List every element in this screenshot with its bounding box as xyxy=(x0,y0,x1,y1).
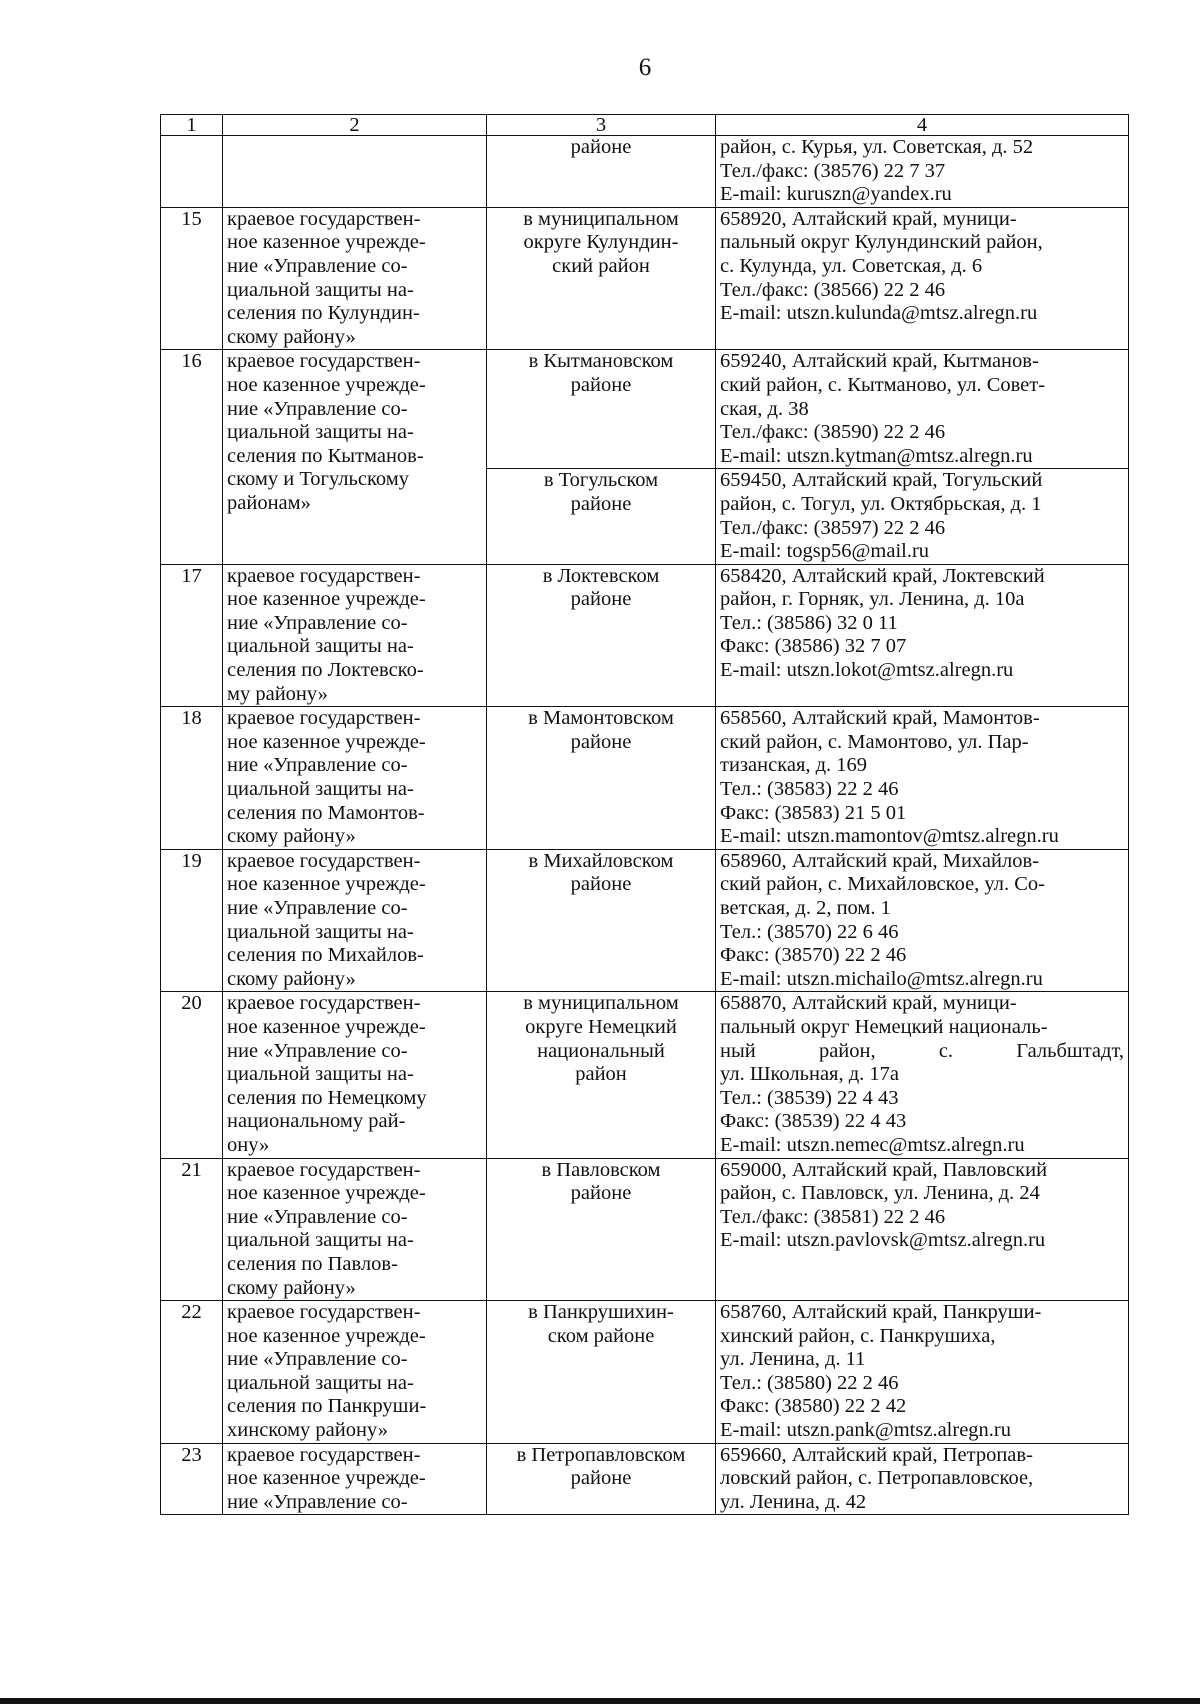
organization-name xyxy=(223,136,487,208)
text-line: циальной защиты на- xyxy=(227,778,414,801)
municipality xyxy=(487,350,716,469)
text-line: в муниципальном xyxy=(523,992,679,1015)
text-line: ное казенное учрежде- xyxy=(227,373,426,396)
page-number: 6 xyxy=(638,54,652,81)
contact-address xyxy=(716,136,1129,208)
text-line: краевое государствен- xyxy=(227,564,421,587)
contact-address xyxy=(716,1158,1129,1301)
text-line: Факс: (38583) 21 5 01 xyxy=(720,801,907,824)
text-line: Тел.: (38583) 22 2 46 xyxy=(720,778,899,801)
column-header-1: 1 xyxy=(161,115,223,136)
text-line: округе Кулундин- xyxy=(523,231,679,254)
table-row xyxy=(161,849,1129,992)
text-line: 658870, Алтайский край, муници- xyxy=(720,992,1017,1015)
text-line: районе xyxy=(570,373,632,396)
contact-address xyxy=(716,564,1129,707)
text-line: в Павловском xyxy=(541,1158,661,1181)
contact-address xyxy=(716,849,1129,992)
text-line: тизанская, д. 169 xyxy=(720,754,868,777)
row-number: 17 xyxy=(161,564,223,707)
table-row xyxy=(161,1158,1129,1301)
contact-address xyxy=(716,707,1129,850)
text-line: Тел.: (38570) 22 6 46 xyxy=(720,920,899,943)
text-line: ное казенное учрежде- xyxy=(227,730,426,753)
text-line: Тел.: (38539) 22 4 43 xyxy=(720,1086,899,1109)
text-line: краевое государствен- xyxy=(227,707,421,730)
text-line: ние «Управление со- xyxy=(227,897,408,919)
column-header-2: 2 xyxy=(223,115,487,136)
text-line: ский район xyxy=(552,254,650,277)
text-line: районам» xyxy=(227,491,311,514)
text-line: ский район, с. Мамонтово, ул. Пар- xyxy=(720,730,1029,753)
text-line: ловский район, с. Петропавловское, xyxy=(720,1467,1034,1490)
municipality xyxy=(487,469,716,564)
text-line: национальному рай- xyxy=(227,1110,406,1133)
text-line: хинскому району» xyxy=(227,1419,388,1442)
organization-name xyxy=(223,1443,487,1515)
row-number: 16 xyxy=(161,350,223,564)
table-row xyxy=(161,564,1129,707)
text-line: пальный округ Немецкий националь- xyxy=(720,1015,1048,1038)
page-bottom-edge xyxy=(0,1698,1200,1704)
column-header-3: 3 xyxy=(487,115,716,136)
organization-name xyxy=(223,564,487,707)
text-line: Тел./факс: (38576) 22 7 37 xyxy=(720,159,946,182)
text-line: краевое государствен- xyxy=(227,1301,421,1324)
text-line: ние «Управление со- xyxy=(227,1205,408,1228)
text-line: 658760, Алтайский край, Панкруши- xyxy=(720,1301,1042,1324)
table-row xyxy=(161,1443,1129,1515)
text-line: район, с. Павловск, ул. Ленина, д. 24 xyxy=(720,1182,1040,1205)
text-line: селения по Кытманов- xyxy=(227,444,424,467)
text-line: E-mail: utszn.lokot@mtsz.alregn.ru xyxy=(720,659,1014,682)
municipality xyxy=(487,992,716,1158)
municipality xyxy=(487,207,716,350)
text-line: Факс: (38586) 32 7 07 xyxy=(720,635,907,658)
contact-address xyxy=(716,350,1129,469)
text-line: циальной защиты на- xyxy=(227,278,414,301)
text-line: хинский район, с. Панкрушиха, xyxy=(720,1324,996,1347)
organization-name xyxy=(223,350,487,564)
text-line: E-mail: utszn.mamontov@mtsz.alregn.ru xyxy=(720,825,1059,848)
text-line: Тел.: (38586) 32 0 11 xyxy=(720,611,898,634)
column-header-4: 4 xyxy=(716,115,1129,136)
row-number: 21 xyxy=(161,1158,223,1301)
text-line: 658960, Алтайский край, Михайлов- xyxy=(720,849,1039,872)
organization-name xyxy=(223,992,487,1158)
text-line: 659000, Алтайский край, Павловский xyxy=(720,1158,1048,1181)
text-line: в Петропавловском xyxy=(516,1443,686,1466)
text-line: E-mail: utszn.pavlovsk@mtsz.alregn.ru xyxy=(720,1229,1046,1252)
text-line: селения по Михайлов- xyxy=(227,944,424,967)
text-line: Тел./факс: (38597) 22 2 46 xyxy=(720,516,946,539)
contact-address xyxy=(716,207,1129,350)
text-line: краевое государствен- xyxy=(227,350,421,373)
text-line: районе xyxy=(570,588,632,611)
text-line: ное казенное учрежде- xyxy=(227,1182,426,1205)
text-line: Факс: (38580) 22 2 42 xyxy=(720,1395,907,1418)
text-line: районе xyxy=(570,873,632,896)
text-line: в Тогульском xyxy=(543,469,659,492)
text-line: селения по Кулундин- xyxy=(227,302,420,325)
text-line: циальной защиты на- xyxy=(227,1371,414,1394)
text-line: циальной защиты на- xyxy=(227,635,414,658)
text-line: скому району» xyxy=(227,825,356,848)
table-row xyxy=(161,350,1129,469)
text-line: 658560, Алтайский край, Мамонтов- xyxy=(720,707,1040,730)
text-line: ская, д. 38 xyxy=(720,397,809,420)
organization-name xyxy=(223,707,487,850)
text-line: районе xyxy=(570,1467,632,1490)
text-line: ние «Управление со- xyxy=(227,254,408,277)
text-line: скому и Тогульскому xyxy=(227,468,409,491)
text-line: 659450, Алтайский край, Тогульский xyxy=(720,469,1043,492)
text-line: ние «Управление со- xyxy=(227,397,408,420)
row-number: 23 xyxy=(161,1443,223,1515)
text-line: ный район, с. Гальбштадт, xyxy=(720,1039,1124,1062)
text-line: районе xyxy=(570,136,632,158)
contact-address xyxy=(716,1443,1129,1515)
text-line: 658920, Алтайский край, муници- xyxy=(720,207,1017,230)
text-line: ние «Управление со- xyxy=(227,1348,408,1371)
text-line: в Панкрушихин- xyxy=(528,1301,674,1324)
contact-address xyxy=(716,1301,1129,1444)
municipality xyxy=(487,1301,716,1444)
text-line: циальной защиты на- xyxy=(227,421,414,444)
text-line: округе Немецкий xyxy=(525,1015,677,1038)
contact-address xyxy=(716,469,1129,564)
organization-name xyxy=(223,1158,487,1301)
text-line: му району» xyxy=(227,682,328,705)
text-line: E-mail: utszn.michailo@mtsz.alregn.ru xyxy=(720,967,1043,990)
text-line: ветская, д. 2, пом. 1 xyxy=(720,897,891,919)
text-line: селения по Немецкому xyxy=(227,1086,427,1109)
text-line: Факс: (38539) 22 4 43 xyxy=(720,1110,907,1133)
municipality xyxy=(487,707,716,850)
text-line: циальной защиты на- xyxy=(227,1229,414,1252)
text-line: район xyxy=(575,1063,627,1086)
text-line: Тел./факс: (38590) 22 2 46 xyxy=(720,421,946,444)
text-line: в Локтевском xyxy=(542,564,660,587)
table-row xyxy=(161,136,1129,208)
text-line: ние «Управление со- xyxy=(227,754,408,777)
text-line: Тел.: (38580) 22 2 46 xyxy=(720,1371,899,1394)
table-row xyxy=(161,1301,1129,1444)
text-line: 659660, Алтайский край, Петропав- xyxy=(720,1443,1033,1466)
table-row xyxy=(161,992,1129,1158)
text-line: район, с. Тогул, ул. Октябрьская, д. 1 xyxy=(720,492,1042,515)
text-line: районе xyxy=(570,492,632,515)
text-line: скому району» xyxy=(227,1276,356,1299)
text-line: пальный округ Кулундинский район, xyxy=(720,231,1043,254)
text-line: с. Кулунда, ул. Советская, д. 6 xyxy=(720,254,983,277)
text-line: 658420, Алтайский край, Локтевский xyxy=(720,564,1045,587)
text-line: краевое государствен- xyxy=(227,207,421,230)
text-line: краевое государствен- xyxy=(227,992,421,1015)
row-number: 22 xyxy=(161,1301,223,1444)
text-line: циальной защиты на- xyxy=(227,920,414,943)
text-line: ул. Ленина, д. 11 xyxy=(720,1348,866,1371)
text-line: краевое государствен- xyxy=(227,849,421,872)
text-line: ние «Управление со- xyxy=(227,1490,408,1513)
text-line: ону» xyxy=(227,1133,270,1156)
municipality xyxy=(487,849,716,992)
text-line: селения по Павлов- xyxy=(227,1252,398,1275)
text-line: ное казенное учрежде- xyxy=(227,1324,426,1347)
text-line: ное казенное учрежде- xyxy=(227,1467,426,1490)
text-line: Факс: (38570) 22 2 46 xyxy=(720,944,907,967)
organizations-table xyxy=(160,114,1129,1515)
text-line: ский район, с. Кытманово, ул. Совет- xyxy=(720,373,1046,396)
table-row xyxy=(161,207,1129,350)
text-line: скому району» xyxy=(227,967,356,990)
text-line: ние «Управление со- xyxy=(227,1039,408,1062)
row-number xyxy=(161,136,223,208)
text-line: ное казенное учрежде- xyxy=(227,1015,426,1038)
row-number: 15 xyxy=(161,207,223,350)
text-line: E-mail: togsp56@mail.ru xyxy=(720,540,930,563)
text-line: ное казенное учрежде- xyxy=(227,588,426,611)
text-line: в Кытмановском xyxy=(528,350,674,373)
text-line: Тел./факс: (38566) 22 2 46 xyxy=(720,278,946,301)
text-line: районе xyxy=(570,1182,632,1205)
text-line: национальный xyxy=(537,1039,665,1062)
text-line: ное казенное учрежде- xyxy=(227,873,426,896)
row-number: 20 xyxy=(161,992,223,1158)
text-line: E-mail: utszn.kulunda@mtsz.alregn.ru xyxy=(720,302,1038,325)
text-line: E-mail: utszn.kytman@mtsz.alregn.ru xyxy=(720,444,1033,467)
text-line: ский район, с. Михайловское, ул. Со- xyxy=(720,873,1045,896)
text-line: селения по Панкруши- xyxy=(227,1395,427,1418)
municipality xyxy=(487,1443,716,1515)
text-line: ул. Ленина, д. 42 xyxy=(720,1490,867,1513)
text-line: район, с. Курья, ул. Советская, д. 52 xyxy=(720,136,1034,158)
organization-name xyxy=(223,1301,487,1444)
text-line: селения по Локтевско- xyxy=(227,659,424,682)
text-line: Тел./факс: (38581) 22 2 46 xyxy=(720,1205,946,1228)
text-line: ском районе xyxy=(547,1324,655,1347)
text-line: в Мамонтовском xyxy=(528,707,674,730)
text-line: E-mail: kuruszn@yandex.ru xyxy=(720,183,952,206)
text-line: 659240, Алтайский край, Кытманов- xyxy=(720,350,1039,373)
text-line: районе xyxy=(570,730,632,753)
table-body xyxy=(161,115,1129,1515)
text-line: в Михайловском xyxy=(528,849,674,872)
organization-name xyxy=(223,207,487,350)
row-number: 19 xyxy=(161,849,223,992)
text-line: ние «Управление со- xyxy=(227,611,408,634)
row-number: 18 xyxy=(161,707,223,850)
text-line: циальной защиты на- xyxy=(227,1063,414,1086)
text-line: скому району» xyxy=(227,325,356,348)
table-header-row xyxy=(161,115,1129,136)
text-line: селения по Мамонтов- xyxy=(227,801,425,824)
contact-address xyxy=(716,992,1129,1158)
text-line: E-mail: utszn.pank@mtsz.alregn.ru xyxy=(720,1419,1011,1442)
municipality xyxy=(487,564,716,707)
municipality xyxy=(487,136,716,208)
organization-name xyxy=(223,849,487,992)
text-line: в муниципальном xyxy=(523,207,679,230)
table-row xyxy=(161,707,1129,850)
municipality xyxy=(487,1158,716,1301)
text-line: ул. Школьная, д. 17а xyxy=(720,1063,900,1086)
text-line: E-mail: utszn.nemec@mtsz.alregn.ru xyxy=(720,1133,1025,1156)
text-line: краевое государствен- xyxy=(227,1443,421,1466)
text-line: ное казенное учрежде- xyxy=(227,231,426,254)
text-line: район, г. Горняк, ул. Ленина, д. 10а xyxy=(720,588,1025,611)
text-line: краевое государствен- xyxy=(227,1158,421,1181)
